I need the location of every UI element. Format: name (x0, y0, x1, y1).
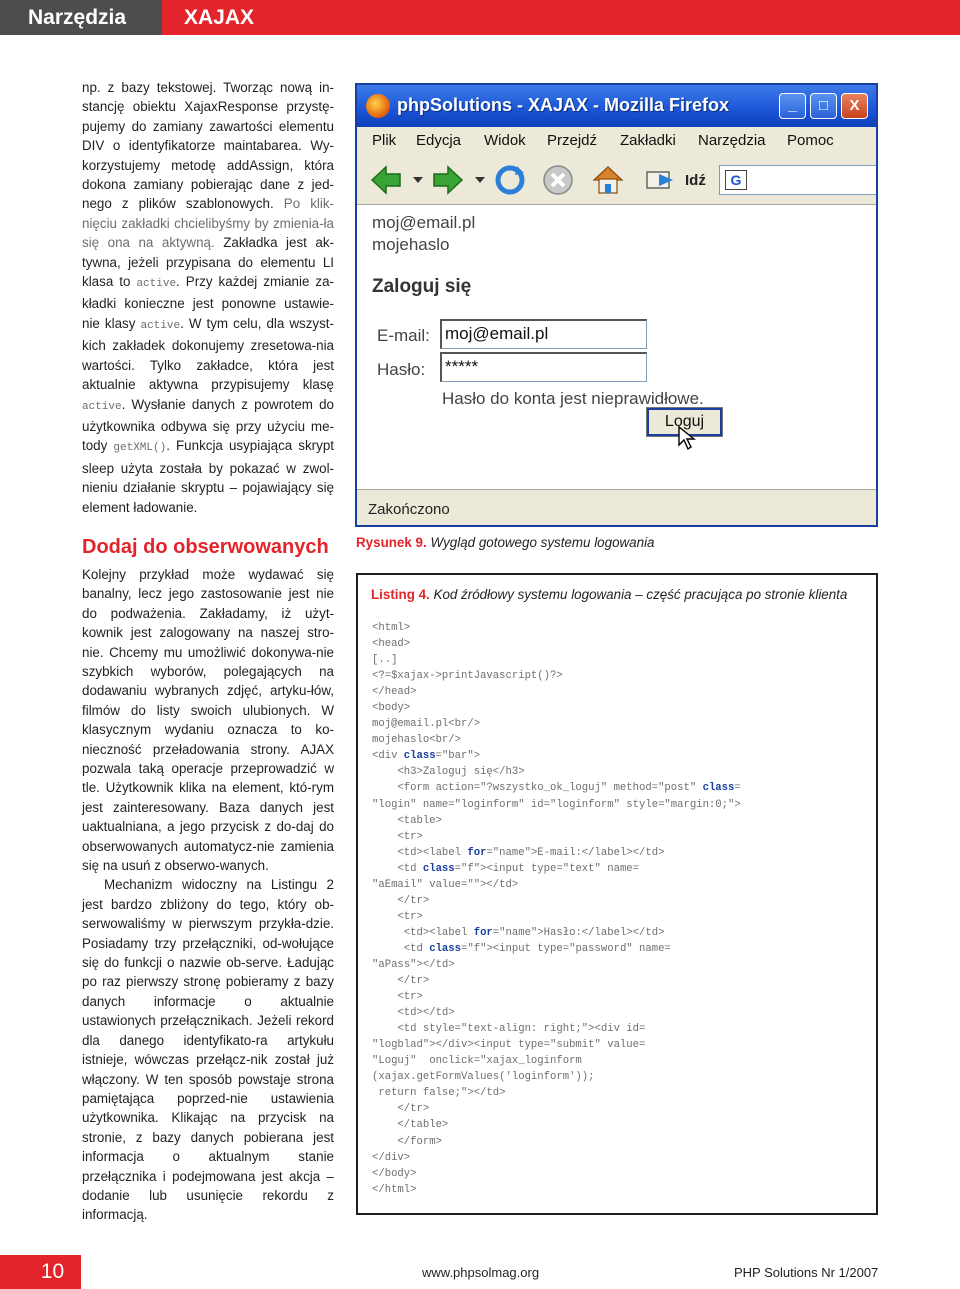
menu-item-przejdz[interactable]: Przejdź (547, 132, 598, 149)
code-line: </tr> (372, 894, 430, 907)
reload-icon[interactable] (493, 163, 527, 197)
menu-item-widok[interactable]: Widok (484, 132, 526, 149)
content-password-line: mojehaslo (372, 235, 450, 254)
footer-url: www.phpsolmag.org (422, 1265, 540, 1280)
code-line: <html> (372, 622, 411, 634)
maximize-button[interactable]: □ (810, 93, 837, 119)
inline-code: active (136, 278, 177, 291)
code-line: <td class="f"><input type="password" name= (372, 942, 671, 955)
intro-text: . W tym celu, dla wszyst-kich zakładek dokonujemy zresetowa-nia wartości. Tylko zakładce, która jest aktualnie aktywna przypisujemy klasę (82, 315, 334, 393)
firefox-logo-icon (366, 94, 390, 118)
code-line: <h3>Zaloguj się</h3> (372, 766, 525, 779)
close-button[interactable]: X (841, 93, 868, 119)
forward-dropdown-icon[interactable] (475, 177, 485, 183)
code-block (372, 620, 872, 1198)
email-label: E-mail: (377, 326, 430, 345)
minimize-button[interactable]: _ (779, 93, 806, 119)
code-line: moj@email.pl<br/> (372, 718, 481, 731)
section-heading: Dodaj do obserwowanych (82, 535, 329, 558)
menu-item-zakladki[interactable]: Zakładki (620, 132, 676, 149)
code-line: "logblad"></div><input type="submit" value= (372, 1039, 646, 1052)
inline-code: getXML() (113, 442, 167, 455)
go-icon[interactable] (643, 163, 677, 197)
email-field[interactable]: moj@email.pl (440, 319, 647, 349)
code-line: <tr> (372, 991, 423, 1004)
code-line: <?=$xajax->printJavascript()?> (372, 670, 563, 683)
code-line: </body> (372, 1167, 417, 1180)
login-button[interactable]: Loguj (647, 408, 722, 436)
code-line: <tr> (372, 910, 423, 923)
browser-menubar (357, 127, 876, 155)
intro-paragraph (82, 78, 334, 517)
code-line: </tr> (372, 1103, 430, 1116)
body-paragraph-1: Kolejny przykład może wydawać się banalny, lecz jego zastosowanie jest nie do podważenia. Zakładamy, iż użyt-kownik jest zalogowany na naszej stro-nie. Chcemy mu umożliwić dokonywa-nie szybkich wyborów, polegających na dodawaniu wybranych zdjęć, artyku-łów, filmów do listy swoich ulubionych. W klasycznym wydaniu oznacza to ko-nieczność przeładowania strony. AJAX pozwala taką operacje przeprowadzić w tle. Użytkownik klika na element, któ-rym jest zainteresowany. Baza danych jest uaktualniana, a jego przycisk z do-daj do obserwowanych automatycz-nie zamienia się na usuń z obserwo-wanych. (82, 566, 334, 874)
inline-code: active (140, 319, 181, 332)
forward-arrow-icon[interactable] (431, 163, 465, 197)
code-line: "login" name="loginform" id="loginform" style="margin:0;"> (372, 798, 741, 811)
page-number: 10 (40, 1260, 65, 1283)
address-bar[interactable] (719, 165, 878, 195)
code-line: <div class="bar"> (372, 750, 481, 763)
code-line: mojehaslo<br/> (372, 734, 462, 747)
code-line: <td class="f"><input type="text" name= (372, 862, 640, 875)
figure-browser-screenshot (355, 83, 878, 527)
browser-window-title: phpSolutions - XAJAX - Mozilla Firefox (397, 95, 730, 115)
footer-issue: PHP Solutions Nr 1/2007 (734, 1265, 879, 1280)
stop-icon[interactable] (541, 163, 575, 197)
figure-caption-text: Wygląd gotowego systemu logowania (430, 535, 655, 550)
status-text: Zakończono (368, 501, 450, 518)
code-line: "aEmail" value=""></td> (372, 878, 519, 891)
intro-text: . Przy każdej zmianie za-kładki konieczne jest ponowne ustawie-nie klasy (82, 274, 334, 331)
content-email-line: moj@email.pl (372, 213, 476, 232)
code-line: </table> (372, 1119, 449, 1132)
code-line: </form> (372, 1135, 442, 1148)
intro-text: Po klik-nięciu zakładki chcielibyśmy by zmienia-ła się ona na aktywną. (82, 196, 334, 251)
browser-statusbar (357, 489, 876, 527)
code-listing (356, 573, 878, 1215)
mouse-cursor-icon (677, 425, 697, 451)
code-line: </tr> (372, 975, 430, 988)
search-engine-icon: G (725, 170, 747, 190)
intro-text: . Wysłanie danych z powrotem do użytkownika odbywa się przy użyciu me-tody (82, 396, 334, 454)
code-line: <td><label for="name">E-mail:</label></td> (372, 846, 665, 859)
header-topic-bar (162, 0, 960, 35)
menu-item-edycja[interactable]: Edycja (416, 132, 462, 149)
error-message: Hasło do konta jest nieprawidłowe. (442, 389, 704, 408)
back-dropdown-icon[interactable] (413, 177, 423, 183)
code-line: "Loguj" onclick="xajax_loginform (372, 1055, 582, 1068)
intro-text: Zakładka jest ak-tywna, jeżeli przypisana do elementu LI klasa to (82, 235, 335, 290)
login-heading: Zaloguj się (372, 276, 472, 297)
password-label: Hasło: (377, 360, 426, 379)
code-line: </head> (372, 686, 417, 699)
code-line: "aPass"></td> (372, 958, 455, 971)
back-arrow-icon[interactable] (369, 163, 403, 197)
listing-caption-label: Listing 4. (371, 587, 430, 602)
listing-caption (371, 587, 847, 602)
menu-item-plik[interactable]: Plik (372, 132, 397, 149)
code-line: [..] (372, 654, 398, 667)
header-section-title: Narzędzia (28, 6, 127, 29)
browser-page-content (357, 205, 876, 489)
code-line: </div> (372, 1151, 411, 1164)
intro-text: np. z bazy tekstowej. Tworząc nową in-stancję obiektu XajaxResponse przystę-pujemy do zamiany zawartości elementu DIV o identyfikatorze maintabarea. Wy-korzystujemy metodę addAssign, która dokona zamiany pobierając dane z jed-nego z plików szablonowych. (82, 80, 334, 212)
home-icon[interactable] (591, 163, 625, 197)
body-paragraph-2: Mechanizm widoczny na Listingu 2 jest bardzo zbliżony do tego, który ob-serwowaliśmy w pierwszym przykła-dzie. Posiadamy trzy przełączniki, od-wołujące się do funkcji o nazwie ob-serve. Ładując po raz pierwszy stronę pobieramy z bazy danych informacje o aktualnie ustawionych przełącznikach. Jeżeli rekord dla danego identyfikato-ra artykułu istnieje, wówczas przełącz-nik został już włączony. W ten sposób powstaje strona pamiętająca poprzed-nie ustawienia użytkownika. Klikając na przycisk na stronie, z bazy danych pobierana jest informacja o aktualnym stanie przełącznika i podejmowana jest akcja – dodanie lub usunięcie rekordu z informacją. (82, 877, 334, 1223)
header-topic-title: XAJAX (184, 6, 255, 29)
code-line: (xajax.getFormValues('loginform')); (372, 1071, 595, 1084)
password-field[interactable]: ***** (440, 352, 647, 382)
code-line: <body> (372, 702, 411, 715)
code-line: <td><label for="name">Hasło:</label></td> (372, 926, 665, 939)
intro-text: . Funkcja usypiająca skrypt sleep użyta została by pokazać w zwol-nieniu działanie skryptu – pojawiający się element ładowanie. (82, 438, 334, 515)
code-line: <td style="text-align: right;"><div id= (372, 1023, 646, 1036)
header-section-bar (0, 0, 162, 35)
code-line: return false;"></td> (372, 1087, 506, 1100)
menu-item-narzedzia[interactable]: Narzędzia (698, 132, 766, 149)
code-line: <form action="?wszystko_ok_loguj" method="post" class= (372, 782, 741, 795)
left-column (82, 78, 334, 1225)
figure-caption-label: Rysunek 9. (356, 535, 427, 550)
menu-item-pomoc[interactable]: Pomoc (787, 132, 834, 149)
inline-code: active (82, 400, 122, 413)
listing-caption-text: Kod źródłowy systemu logowania – część pracująca po stronie klienta (433, 587, 848, 602)
code-line: <table> (372, 814, 442, 827)
browser-toolbar (357, 155, 876, 205)
code-line: <tr> (372, 830, 423, 843)
code-line: <td></td> (372, 1007, 455, 1020)
browser-titlebar (357, 85, 876, 127)
go-button-label[interactable]: Idź (685, 172, 706, 189)
code-line: <head> (372, 638, 411, 651)
figure-caption (356, 535, 655, 550)
code-line: </html> (372, 1183, 417, 1196)
